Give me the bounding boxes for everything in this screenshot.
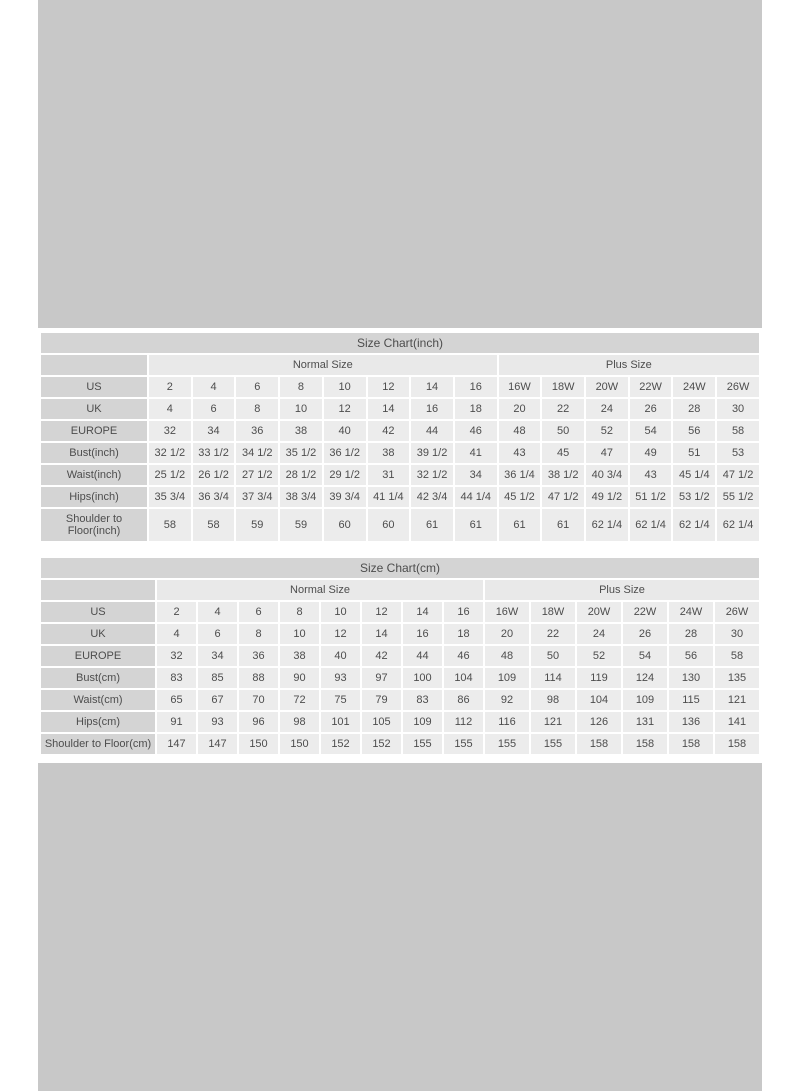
size-cell: 60 <box>368 509 410 541</box>
size-cell: 46 <box>444 646 483 666</box>
size-cell: 18W <box>531 602 575 622</box>
size-cell: 26 1/2 <box>193 465 235 485</box>
size-cell: 48 <box>485 646 529 666</box>
size-cell: 28 <box>669 624 713 644</box>
size-cell: 29 1/2 <box>324 465 366 485</box>
size-cell: 62 1/4 <box>586 509 628 541</box>
group-header: Plus Size <box>499 355 759 375</box>
size-cell: 38 3/4 <box>280 487 322 507</box>
size-cell: 36 1/4 <box>499 465 541 485</box>
size-cell: 155 <box>531 734 575 754</box>
size-cell: 38 1/2 <box>542 465 584 485</box>
size-cell: 44 <box>403 646 442 666</box>
size-cell: 12 <box>324 399 366 419</box>
size-cell: 34 1/2 <box>236 443 278 463</box>
size-cell: 105 <box>362 712 401 732</box>
size-cell: 22W <box>630 377 672 397</box>
size-cell: 56 <box>669 646 713 666</box>
size-cell: 14 <box>362 624 401 644</box>
size-cell: 43 <box>499 443 541 463</box>
size-cell: 88 <box>239 668 278 688</box>
table-title-row <box>41 333 759 353</box>
size-cell: 70 <box>239 690 278 710</box>
size-cell: 51 1/2 <box>630 487 672 507</box>
size-cell: 115 <box>669 690 713 710</box>
size-cell: 46 <box>455 421 497 441</box>
group-header-row <box>41 580 759 600</box>
size-cell: 28 1/2 <box>280 465 322 485</box>
corner-cell <box>41 355 147 375</box>
size-cell: 24W <box>669 602 713 622</box>
size-cell: 26 <box>630 399 672 419</box>
size-cell: 93 <box>321 668 360 688</box>
size-cell: 155 <box>444 734 483 754</box>
row-label: EUROPE <box>41 421 147 441</box>
table-row <box>41 646 759 666</box>
size-cell: 65 <box>157 690 196 710</box>
size-cell: 36 <box>236 421 278 441</box>
size-cell: 114 <box>531 668 575 688</box>
size-cell: 28 <box>673 399 715 419</box>
size-cell: 58 <box>717 421 759 441</box>
table-title: Size Chart(cm) <box>41 558 759 578</box>
size-chart-cm-table <box>39 556 761 756</box>
size-cell: 20W <box>577 602 621 622</box>
size-cell: 8 <box>239 624 278 644</box>
size-cell: 53 <box>717 443 759 463</box>
size-cell: 45 <box>542 443 584 463</box>
table-row <box>41 602 759 622</box>
size-cell: 2 <box>149 377 191 397</box>
size-cell: 40 <box>321 646 360 666</box>
size-cell: 60 <box>324 509 366 541</box>
row-label: EUROPE <box>41 646 155 666</box>
size-cell: 45 1/4 <box>673 465 715 485</box>
group-header: Normal Size <box>149 355 497 375</box>
size-cell: 24W <box>673 377 715 397</box>
size-cell: 12 <box>362 602 401 622</box>
size-cell: 24 <box>586 399 628 419</box>
size-cell: 52 <box>577 646 621 666</box>
size-cell: 10 <box>324 377 366 397</box>
size-cell: 44 <box>411 421 453 441</box>
size-cell: 58 <box>715 646 759 666</box>
size-cell: 6 <box>198 624 237 644</box>
size-cell: 20 <box>499 399 541 419</box>
table-row <box>41 690 759 710</box>
product-photo-top <box>38 0 762 328</box>
size-cell: 4 <box>193 377 235 397</box>
table-title-row <box>41 558 759 578</box>
size-cell: 35 1/2 <box>280 443 322 463</box>
size-cell: 32 <box>149 421 191 441</box>
size-cell: 109 <box>485 668 529 688</box>
size-cell: 36 3/4 <box>193 487 235 507</box>
size-cell: 86 <box>444 690 483 710</box>
table-row <box>41 421 759 441</box>
table-row <box>41 712 759 732</box>
size-cell: 104 <box>444 668 483 688</box>
size-cell: 34 <box>198 646 237 666</box>
row-label: Waist(cm) <box>41 690 155 710</box>
size-cell: 104 <box>577 690 621 710</box>
size-cell: 61 <box>542 509 584 541</box>
size-cell: 126 <box>577 712 621 732</box>
size-cell: 25 1/2 <box>149 465 191 485</box>
size-cell: 42 <box>368 421 410 441</box>
size-cell: 62 1/4 <box>630 509 672 541</box>
size-cell: 38 <box>280 421 322 441</box>
size-cell: 16W <box>499 377 541 397</box>
size-cell: 158 <box>577 734 621 754</box>
size-cell: 62 1/4 <box>717 509 759 541</box>
size-cell: 42 3/4 <box>411 487 453 507</box>
size-cell: 34 <box>193 421 235 441</box>
row-label: Waist(inch) <box>41 465 147 485</box>
size-cell: 20 <box>485 624 529 644</box>
size-cell: 75 <box>321 690 360 710</box>
row-label: US <box>41 377 147 397</box>
size-cell: 85 <box>198 668 237 688</box>
size-cell: 44 1/4 <box>455 487 497 507</box>
size-cell: 67 <box>198 690 237 710</box>
size-cell: 136 <box>669 712 713 732</box>
row-label: Shoulder to Floor(cm) <box>41 734 155 754</box>
size-cell: 18 <box>444 624 483 644</box>
size-cell: 55 1/2 <box>717 487 759 507</box>
size-cell: 16 <box>455 377 497 397</box>
size-cell: 50 <box>542 421 584 441</box>
size-cell: 4 <box>198 602 237 622</box>
size-cell: 22 <box>531 624 575 644</box>
size-cell: 38 <box>280 646 319 666</box>
size-cell: 72 <box>280 690 319 710</box>
size-cell: 121 <box>715 690 759 710</box>
size-cell: 150 <box>239 734 278 754</box>
size-cell: 10 <box>280 399 322 419</box>
size-cell: 79 <box>362 690 401 710</box>
size-cell: 51 <box>673 443 715 463</box>
size-cell: 131 <box>623 712 667 732</box>
size-cell: 36 1/2 <box>324 443 366 463</box>
corner-cell <box>41 580 155 600</box>
size-cell: 18 <box>455 399 497 419</box>
size-cell: 30 <box>717 399 759 419</box>
size-cell: 42 <box>362 646 401 666</box>
size-cell: 158 <box>669 734 713 754</box>
row-label: Bust(cm) <box>41 668 155 688</box>
size-cell: 32 1/2 <box>411 465 453 485</box>
size-cell: 112 <box>444 712 483 732</box>
size-cell: 147 <box>157 734 196 754</box>
size-cell: 35 3/4 <box>149 487 191 507</box>
size-cell: 47 1/2 <box>542 487 584 507</box>
size-cell: 158 <box>623 734 667 754</box>
size-chart-inch-table <box>39 331 761 543</box>
table-row <box>41 377 759 397</box>
row-label: US <box>41 602 155 622</box>
table-row <box>41 668 759 688</box>
size-cell: 16W <box>485 602 529 622</box>
product-photo-bottom <box>38 763 762 1091</box>
row-label: Shoulder to Floor(inch) <box>41 509 147 541</box>
size-cell: 8 <box>280 602 319 622</box>
size-cell: 119 <box>577 668 621 688</box>
size-cell: 34 <box>455 465 497 485</box>
table-row <box>41 465 759 485</box>
size-cell: 93 <box>198 712 237 732</box>
size-cell: 58 <box>149 509 191 541</box>
size-cell: 130 <box>669 668 713 688</box>
row-label: UK <box>41 399 147 419</box>
size-cell: 100 <box>403 668 442 688</box>
size-cell: 4 <box>157 624 196 644</box>
row-label: Hips(cm) <box>41 712 155 732</box>
size-cell: 6 <box>239 602 278 622</box>
size-cell: 90 <box>280 668 319 688</box>
size-cell: 41 1/4 <box>368 487 410 507</box>
size-cell: 152 <box>362 734 401 754</box>
size-cell: 59 <box>236 509 278 541</box>
size-cell: 20W <box>586 377 628 397</box>
size-cell: 12 <box>368 377 410 397</box>
size-cell: 12 <box>321 624 360 644</box>
table-row <box>41 734 759 754</box>
size-cell: 61 <box>455 509 497 541</box>
table-row <box>41 624 759 644</box>
size-cell: 18W <box>542 377 584 397</box>
table-row <box>41 443 759 463</box>
size-cell: 6 <box>193 399 235 419</box>
group-header: Plus Size <box>485 580 759 600</box>
size-cell: 52 <box>586 421 628 441</box>
size-cell: 8 <box>236 399 278 419</box>
row-label: Hips(inch) <box>41 487 147 507</box>
size-cell: 141 <box>715 712 759 732</box>
size-cell: 45 1/2 <box>499 487 541 507</box>
size-cell: 150 <box>280 734 319 754</box>
size-cell: 26 <box>623 624 667 644</box>
size-cell: 147 <box>198 734 237 754</box>
size-cell: 39 1/2 <box>411 443 453 463</box>
size-cell: 98 <box>280 712 319 732</box>
size-cell: 31 <box>368 465 410 485</box>
size-cell: 37 3/4 <box>236 487 278 507</box>
size-cell: 40 <box>324 421 366 441</box>
size-cell: 38 <box>368 443 410 463</box>
size-cell: 116 <box>485 712 529 732</box>
size-cell: 22 <box>542 399 584 419</box>
size-cell: 92 <box>485 690 529 710</box>
size-charts-area <box>39 331 761 756</box>
size-cell: 16 <box>444 602 483 622</box>
size-cell: 158 <box>715 734 759 754</box>
size-cell: 61 <box>411 509 453 541</box>
size-cell: 155 <box>403 734 442 754</box>
group-header: Normal Size <box>157 580 483 600</box>
size-cell: 62 1/4 <box>673 509 715 541</box>
size-cell: 50 <box>531 646 575 666</box>
row-label: UK <box>41 624 155 644</box>
size-cell: 109 <box>403 712 442 732</box>
size-cell: 10 <box>321 602 360 622</box>
size-cell: 83 <box>403 690 442 710</box>
size-cell: 54 <box>630 421 672 441</box>
size-cell: 41 <box>455 443 497 463</box>
size-cell: 61 <box>499 509 541 541</box>
size-cell: 155 <box>485 734 529 754</box>
size-cell: 49 <box>630 443 672 463</box>
size-cell: 26W <box>717 377 759 397</box>
size-cell: 54 <box>623 646 667 666</box>
size-cell: 4 <box>149 399 191 419</box>
size-cell: 6 <box>236 377 278 397</box>
size-cell: 32 <box>157 646 196 666</box>
size-cell: 27 1/2 <box>236 465 278 485</box>
size-cell: 49 1/2 <box>586 487 628 507</box>
size-cell: 96 <box>239 712 278 732</box>
size-cell: 40 3/4 <box>586 465 628 485</box>
size-cell: 24 <box>577 624 621 644</box>
size-cell: 43 <box>630 465 672 485</box>
size-cell: 91 <box>157 712 196 732</box>
size-cell: 14 <box>411 377 453 397</box>
size-cell: 53 1/2 <box>673 487 715 507</box>
size-cell: 109 <box>623 690 667 710</box>
size-cell: 152 <box>321 734 360 754</box>
table-row <box>41 487 759 507</box>
table-title: Size Chart(inch) <box>41 333 759 353</box>
size-cell: 56 <box>673 421 715 441</box>
size-cell: 2 <box>157 602 196 622</box>
size-cell: 101 <box>321 712 360 732</box>
size-cell: 32 1/2 <box>149 443 191 463</box>
size-cell: 22W <box>623 602 667 622</box>
size-cell: 58 <box>193 509 235 541</box>
size-cell: 47 <box>586 443 628 463</box>
size-cell: 30 <box>715 624 759 644</box>
size-cell: 98 <box>531 690 575 710</box>
size-cell: 124 <box>623 668 667 688</box>
size-cell: 14 <box>368 399 410 419</box>
size-cell: 97 <box>362 668 401 688</box>
size-cell: 16 <box>411 399 453 419</box>
size-cell: 39 3/4 <box>324 487 366 507</box>
row-label: Bust(inch) <box>41 443 147 463</box>
size-cell: 16 <box>403 624 442 644</box>
size-cell: 10 <box>280 624 319 644</box>
size-cell: 121 <box>531 712 575 732</box>
size-cell: 26W <box>715 602 759 622</box>
size-cell: 47 1/2 <box>717 465 759 485</box>
size-cell: 8 <box>280 377 322 397</box>
size-cell: 36 <box>239 646 278 666</box>
group-header-row <box>41 355 759 375</box>
size-cell: 33 1/2 <box>193 443 235 463</box>
size-cell: 48 <box>499 421 541 441</box>
table-row <box>41 509 759 541</box>
size-cell: 83 <box>157 668 196 688</box>
size-cell: 14 <box>403 602 442 622</box>
size-cell: 59 <box>280 509 322 541</box>
table-row <box>41 399 759 419</box>
size-cell: 135 <box>715 668 759 688</box>
